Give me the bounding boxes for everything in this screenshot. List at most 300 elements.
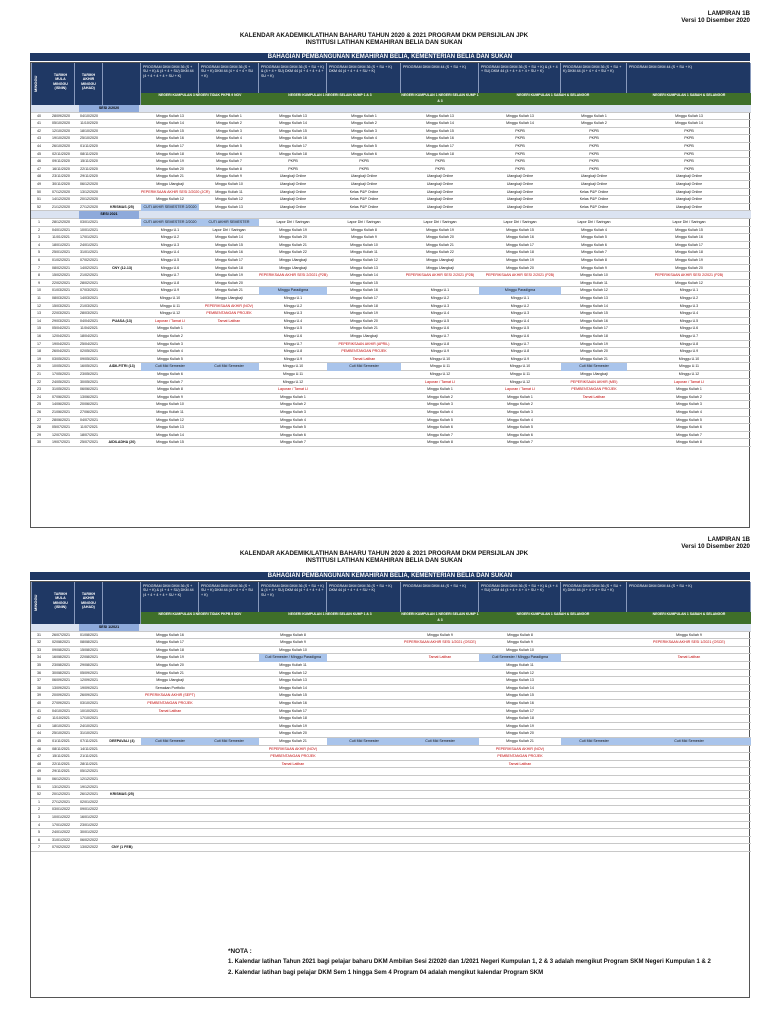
schedule-cell: Minggu Kuliah 9 — [280, 640, 306, 645]
group-label-2: NEGERI KUMPULAN 1 NEGERI SELAIN KUMP 1 & 3 — [259, 612, 401, 624]
holiday-label — [103, 401, 141, 408]
schedule-cell: Minggu Kuliah 17 — [506, 708, 534, 713]
schedule-cell: Cuti Mid Semester — [199, 363, 259, 370]
schedule-cell: Minggu U.4 — [510, 318, 530, 323]
schedule-cell: Cuti Mid Semester — [141, 738, 199, 745]
schedule-cell: Minggu Kuliah 19 — [215, 273, 243, 278]
holiday-label — [103, 424, 141, 431]
schedule-cell: PKPB — [288, 159, 298, 164]
week-number: 36 — [37, 670, 41, 675]
schedule-cell — [141, 715, 199, 722]
end-date: 06/06/2021 — [80, 387, 98, 392]
table-row — [31, 272, 751, 280]
schedule-cell: Minggu Kuliah 18 — [279, 716, 307, 721]
schedule-cell — [199, 700, 259, 707]
schedule-cell — [627, 806, 751, 813]
end-date: 27/12/2020 — [80, 204, 98, 209]
end-date: 19/09/2021 — [80, 685, 98, 690]
end-date: 07/02/2021 — [80, 258, 98, 262]
table-row — [31, 386, 751, 394]
schedule-cell — [627, 708, 751, 715]
end-date: 21/02/2021 — [80, 273, 98, 278]
table-row — [31, 128, 751, 136]
schedule-cell: Minggu Kuliah 13 — [279, 113, 307, 118]
schedule-cell — [199, 348, 259, 355]
start-date: 28/09/2020 — [52, 113, 70, 118]
schedule-cell: Minggu Kuliah 14 — [675, 121, 703, 126]
schedule-cell: Minggu Kuliah 6 — [507, 432, 533, 437]
holiday-label — [103, 647, 141, 654]
holiday-label — [103, 654, 141, 661]
schedule-cell: Minggu Ulangkaji — [156, 182, 184, 186]
end-date: 02/05/2021 — [80, 349, 98, 354]
schedule-cell — [199, 371, 259, 378]
schedule-cell: Minggu Kuliah 14 — [156, 121, 184, 126]
week-number: 44 — [37, 731, 41, 736]
schedule-cell — [327, 730, 401, 737]
schedule-cell: Ulangkaji Online — [506, 197, 534, 202]
schedule-cell: Minggu Kuliah 7 — [157, 379, 183, 384]
col-prog-5: PROGRAM DKM DKM 44 (S + SU + K) — [401, 582, 479, 624]
start-date: 10/05/2021 — [52, 364, 70, 369]
schedule-cell — [561, 829, 627, 836]
end-date: 26/12/2021 — [80, 792, 98, 797]
schedule-cell — [199, 632, 259, 639]
schedule-cell: Minggu Kuliah 21 — [156, 670, 184, 675]
schedule-cell — [561, 715, 627, 722]
schedule-cell — [199, 670, 259, 677]
start-date: 14/12/2020 — [52, 197, 70, 202]
schedule-cell: PKPB — [515, 166, 525, 171]
schedule-cell: Minggu Kuliah 2 — [676, 394, 702, 399]
schedule-cell: PKPB — [589, 151, 599, 156]
schedule-cell: PEPERIKSAAN AKHIR (MEI) — [570, 379, 618, 384]
session-label: SESI 2/2020 — [79, 105, 139, 112]
schedule-cell — [627, 670, 751, 677]
week-number: 8 — [38, 273, 40, 278]
start-date: 07/06/2021 — [52, 394, 70, 399]
schedule-cell: Minggu U.5 — [160, 258, 180, 262]
end-date: 08/08/2021 — [80, 640, 98, 645]
end-date: 28/02/2021 — [80, 280, 98, 285]
schedule-cell: Minggu Kuliah 20 — [675, 265, 703, 270]
schedule-cell: Minggu U.6 — [679, 326, 699, 331]
week-number: 6 — [38, 258, 40, 262]
division-banner: BAHAGIAN PEMBANGUNAN KEMAHIRAN BELIA, KEMENTERIAN BELIA DAN SUKAN — [30, 53, 750, 61]
schedule-cell — [199, 715, 259, 722]
start-date: 16/08/2021 — [52, 655, 70, 660]
schedule-cell — [199, 409, 259, 416]
holiday-label — [103, 386, 141, 393]
schedule-cell — [199, 394, 259, 401]
start-date: 03/05/2021 — [52, 356, 70, 361]
schedule-cell: Minggu Kuliah 12 — [506, 670, 534, 675]
holiday-label: DEEPAVALI (4) — [109, 739, 135, 743]
table-row — [31, 143, 751, 151]
week-number: 39 — [37, 693, 41, 698]
schedule-cell — [199, 822, 259, 829]
session-separator — [31, 211, 751, 219]
schedule-cell: Ulangkaji Online — [426, 174, 454, 179]
schedule-cell — [401, 837, 479, 844]
holiday-label — [103, 113, 141, 120]
schedule-cell: Minggu Kuliah 4 — [581, 227, 607, 232]
schedule-cell — [627, 814, 751, 821]
schedule-cell: Minggu Kuliah 22 — [279, 250, 307, 255]
table-row — [31, 371, 751, 379]
start-date: 05/07/2021 — [52, 425, 70, 430]
schedule-cell: Minggu Kuliah 6 — [280, 432, 306, 437]
end-date: 13/06/2021 — [80, 394, 98, 399]
start-date: 20/09/2021 — [52, 693, 70, 698]
schedule-cell: Minggu Kuliah 16 — [426, 136, 454, 141]
schedule-cell: Ulangkaji Online — [426, 197, 454, 202]
holiday-label — [103, 822, 141, 829]
schedule-cell: Minggu Kuliah 19 — [675, 258, 703, 262]
holiday-label — [103, 234, 141, 241]
table-row — [31, 708, 751, 716]
schedule-cell — [401, 670, 479, 677]
schedule-cell: Minggu Kuliah 14 — [350, 273, 378, 278]
end-date: 13/12/2020 — [80, 189, 98, 194]
schedule-cell: Minggu Kuliah 15 — [580, 311, 608, 316]
end-date: 27/06/2021 — [80, 410, 98, 414]
schedule-cell: Minggu U.1 — [679, 288, 699, 293]
start-date: 15/11/2021 — [52, 754, 70, 759]
schedule-cell: Minggu U.2 — [160, 235, 180, 240]
holiday-label — [103, 432, 141, 439]
schedule-cell: Minggu Kuliah 15 — [506, 227, 534, 232]
week-number: 5 — [38, 830, 40, 835]
schedule-cell: Ulangkaji Online — [426, 189, 454, 194]
end-date: 23/01/2022 — [80, 822, 98, 827]
schedule-cell: Minggu Kuliah 20 — [156, 663, 184, 667]
schedule-cell: Minggu Kuliah 17 — [279, 144, 307, 148]
schedule-cell: Minggu Kuliah 2 — [216, 121, 242, 126]
table-row — [31, 738, 751, 746]
schedule-cell: PKPB — [684, 136, 694, 141]
schedule-cell — [561, 837, 627, 844]
group-label-5: NEGERI KUMPULAN 1 SABAH & SELANGOR — [627, 93, 751, 105]
schedule-cell — [561, 439, 627, 446]
schedule-cell: Minggu Kuliah 12 — [156, 197, 184, 202]
holiday-label — [103, 723, 141, 730]
start-date: 17/05/2021 — [52, 372, 70, 376]
start-date: 08/11/2021 — [52, 746, 70, 751]
schedule-cell: Minggu Kuliah 21 — [279, 739, 307, 743]
holiday-label — [103, 280, 141, 287]
schedule-cell — [199, 677, 259, 684]
schedule-cell: PEMBENTANGAN PROJEK — [147, 701, 193, 705]
week-number: 43 — [37, 723, 41, 728]
week-number: 47 — [37, 754, 41, 759]
holiday-label — [103, 692, 141, 699]
schedule-cell: Minggu Ulangkaji — [215, 296, 243, 300]
schedule-cell: PKPB — [435, 159, 445, 164]
col-prog-7: PROGRAM DKM DKM 36 (S + SU + K) DKM 44 (4 + 4 + 4 + SU + K) — [561, 582, 627, 624]
schedule-cell — [327, 662, 401, 669]
start-date: 02/11/2020 — [52, 151, 70, 156]
schedule-cell: Minggu U.2 — [510, 303, 530, 308]
schedule-cell — [259, 791, 327, 798]
table-row — [31, 310, 751, 318]
week-number: 32 — [37, 640, 41, 645]
schedule-cell — [627, 791, 751, 798]
holiday-label — [103, 341, 141, 348]
schedule-cell — [199, 424, 259, 431]
holiday-label — [103, 348, 141, 355]
schedule-cell: Minggu Kuliah 13 — [675, 113, 703, 118]
schedule-cell: Minggu Kuliah 21 — [426, 242, 454, 247]
schedule-cell — [199, 829, 259, 836]
week-number: 15 — [37, 326, 41, 331]
col-prog-6: PROGRAM DKM DKM 36 (S + SU + K) & (4 + 4 + SU) DKM 44 (4 + 4 + 4 + 4 + SU + K) — [479, 582, 561, 624]
schedule-cell: Minggu Kuliah 5 — [157, 356, 183, 361]
week-number: 46 — [37, 746, 41, 751]
schedule-cell: Kelas P&P Online — [579, 197, 609, 202]
schedule-cell: Tamat Latihan — [677, 655, 701, 660]
week-number: 20 — [37, 364, 41, 369]
table-row — [31, 822, 751, 830]
schedule-cell — [479, 799, 561, 806]
schedule-cell — [627, 837, 751, 844]
schedule-cell — [141, 791, 199, 798]
schedule-cell: Minggu Kuliah 18 — [675, 250, 703, 255]
schedule-cell — [401, 685, 479, 692]
week-number: 6 — [38, 837, 40, 842]
schedule-cell — [561, 799, 627, 806]
schedule-cell — [259, 837, 327, 844]
week-number: 11 — [37, 296, 41, 300]
schedule-cell: Cuti Mid Semester — [561, 363, 627, 370]
schedule-cell — [627, 700, 751, 707]
schedule-cell — [327, 761, 401, 768]
start-date: 14/06/2021 — [52, 402, 70, 407]
week-number: 43 — [37, 136, 41, 141]
holiday-label — [103, 242, 141, 249]
end-date: 18/04/2021 — [80, 334, 98, 338]
start-date: 02/08/2021 — [52, 640, 70, 645]
holiday-label — [103, 662, 141, 669]
schedule-cell — [259, 844, 327, 851]
start-date: 15/02/2021 — [52, 273, 70, 278]
table-row — [31, 318, 751, 326]
schedule-cell: Minggu Kuliah 1 — [676, 387, 702, 392]
schedule-cell: Minggu Ulangkaji — [350, 334, 378, 338]
end-date: 03/01/2021 — [80, 220, 98, 224]
week-number: 51 — [37, 784, 41, 789]
week-number: 29 — [37, 432, 41, 437]
schedule-cell — [561, 814, 627, 821]
schedule-cell: Cuti Semester / Minggu Paradigma — [259, 654, 327, 661]
table-row — [31, 439, 751, 447]
holiday-label — [103, 303, 141, 310]
schedule-cell — [141, 837, 199, 844]
schedule-cell: Minggu Kuliah 15 — [350, 280, 378, 285]
schedule-cell: Minggu Kuliah 10 — [279, 647, 307, 652]
schedule-cell: PEPERIKSAAN AKHIR SESI 2/2021 (P2B) — [405, 273, 475, 278]
schedule-cell — [627, 723, 751, 730]
schedule-cell — [327, 677, 401, 684]
week-number: 42 — [37, 128, 41, 133]
schedule-cell: Minggu Kuliah 10 — [215, 182, 243, 186]
page-title: KALENDAR AKADEMIK/LATIHAN BAHARU TAHUN 2020 & 2021 PROGRAM DKM PERSIJILAN JPK — [239, 32, 529, 39]
schedule-cell: Minggu Kuliah 4 — [280, 417, 306, 422]
schedule-cell: Minggu Kuliah 12 — [350, 258, 378, 262]
week-number: 17 — [37, 341, 41, 346]
end-date: 22/08/2021 — [80, 655, 98, 660]
schedule-cell — [401, 806, 479, 813]
table-row — [31, 135, 751, 143]
schedule-cell: Minggu Kuliah 17 — [215, 258, 243, 262]
schedule-cell: PKPB — [589, 166, 599, 171]
week-number: 4 — [38, 822, 40, 827]
schedule-cell: Laporan / Tamat LI — [425, 379, 455, 384]
schedule-cell: Minggu U.9 — [510, 356, 530, 361]
start-date: 27/12/2021 — [52, 799, 70, 804]
schedule-cell — [199, 791, 259, 798]
start-date: 07/12/2020 — [52, 189, 70, 194]
holiday-label — [103, 708, 141, 715]
schedule-cell: Ulangkaji Online — [675, 189, 703, 194]
col-prog-3: PROGRAM DKM DKM 36 (S + SU + K) & (4 + 4 + SU) DKM 44 (4 + 4 + 4 + 4 + SU + K) — [259, 63, 327, 105]
holiday-label — [103, 120, 141, 127]
week-number: 34 — [37, 655, 41, 660]
schedule-cell: Minggu Kuliah 6 — [427, 425, 453, 430]
schedule-cell: Minggu Kuliah 16 — [675, 235, 703, 240]
schedule-cell: Minggu U.12 — [282, 379, 304, 384]
start-date: 22/11/2021 — [52, 761, 70, 766]
schedule-cell: Minggu U.5 — [679, 318, 699, 323]
schedule-cell — [199, 386, 259, 393]
schedule-cell: Minggu U.8 — [160, 280, 180, 285]
schedule-cell: Minggu Kuliah 17 — [350, 296, 378, 300]
schedule-cell: Minggu Kuliah 3 — [507, 410, 533, 414]
schedule-cell: Minggu U.7 — [283, 341, 303, 346]
holiday-label — [103, 670, 141, 677]
schedule-cell: Minggu U.3 — [430, 303, 450, 308]
schedule-cell — [627, 715, 751, 722]
schedule-cell: PEMBENTANGAN PROJEK — [341, 349, 387, 354]
start-date: 12/04/2021 — [52, 334, 70, 338]
holiday-label — [103, 409, 141, 416]
session-label: SESI 2021 — [79, 211, 139, 218]
schedule-cell: Minggu Kuliah 15 — [279, 693, 307, 698]
schedule-cell — [401, 715, 479, 722]
schedule-cell: Minggu Kuliah 16 — [279, 701, 307, 705]
end-date: 26/09/2021 — [80, 693, 98, 698]
schedule-cell — [327, 685, 401, 692]
schedule-cell: Minggu U.5 — [430, 318, 450, 323]
schedule-cell: Minggu U.11 — [678, 364, 700, 369]
table-row — [31, 829, 751, 837]
week-number: 45 — [37, 739, 41, 743]
holiday-label — [103, 394, 141, 401]
week-number: 16 — [37, 334, 41, 338]
schedule-cell: Cuti Mid Semester — [199, 738, 259, 745]
schedule-cell — [401, 776, 479, 783]
schedule-cell: Minggu Paradigma — [479, 287, 561, 294]
lampiran-block — [681, 10, 750, 24]
schedule-cell: PEPERIKSAAN AKHIR SESI 1/2021 (OSCE) — [653, 640, 725, 645]
start-date: 12/07/2021 — [52, 432, 70, 437]
page-subtitle: INSTITUSI LATIHAN KEMAHIRAN BELIA DAN SUKAN — [305, 39, 463, 47]
schedule-cell: Minggu Kuliah 17 — [156, 144, 184, 148]
end-date: 14/03/2021 — [80, 296, 98, 300]
schedule-cell: Minggu Kuliah 19 — [279, 227, 307, 232]
schedule-cell: Cuti Mid Semester — [401, 738, 479, 745]
schedule-cell — [327, 639, 401, 646]
schedule-cell: Minggu Kuliah 9 — [427, 632, 453, 637]
schedule-cell — [327, 439, 401, 446]
schedule-cell: Minggu U.7 — [430, 334, 450, 338]
schedule-cell — [627, 844, 751, 851]
schedule-cell: Cuti Mid Semester — [627, 738, 751, 745]
week-number: 51 — [37, 197, 41, 202]
col-prog-2: PROGRAM DKM DKM 36 (S + SU + K) DKM 44 (4 + 4 + 4 + SU + K) — [199, 63, 259, 105]
schedule-cell — [561, 784, 627, 791]
schedule-cell: PEPERIKSAAN AKHIR (SEPT) — [145, 693, 195, 698]
table-row — [31, 784, 751, 792]
schedule-cell: Minggu U.3 — [283, 311, 303, 316]
end-date: 24/01/2021 — [80, 242, 98, 247]
schedule-cell — [627, 829, 751, 836]
start-date: 29/11/2021 — [52, 769, 70, 774]
end-date: 20/12/2020 — [80, 197, 98, 202]
schedule-cell — [401, 647, 479, 654]
holiday-label — [103, 272, 141, 279]
week-number: 10 — [37, 288, 41, 293]
schedule-cell — [327, 768, 401, 775]
schedule-cell — [327, 394, 401, 401]
schedule-cell: Laporan / Tamat LI — [505, 387, 535, 392]
table-row — [31, 670, 751, 678]
schedule-cell — [259, 814, 327, 821]
schedule-cell: Kelas P&P Online — [349, 204, 379, 209]
end-date: 20/06/2021 — [80, 402, 98, 407]
schedule-cell — [561, 761, 627, 768]
start-date: 22/02/2021 — [52, 280, 70, 285]
schedule-cell: Minggu Kuliah 6 — [157, 372, 183, 376]
week-number: 52 — [37, 792, 41, 797]
schedule-cell — [327, 424, 401, 431]
schedule-cell — [401, 761, 479, 768]
schedule-cell: Minggu Kuliah 15 — [156, 440, 184, 445]
schedule-cell: Minggu Kuliah 15 — [279, 128, 307, 133]
schedule-cell: PEPERIKSAAN AKHIR SESI 2/2021 (P2B) — [654, 273, 724, 278]
schedule-cell — [327, 799, 401, 806]
schedule-cell: Minggu Kuliah 21 — [506, 739, 534, 743]
schedule-cell — [199, 806, 259, 813]
schedule-cell: Minggu Kuliah 8 — [216, 166, 242, 171]
schedule-cell: Minggu Kuliah 9 — [351, 235, 377, 240]
table-row — [31, 303, 751, 311]
week-number: 41 — [37, 121, 41, 126]
end-date: 09/01/2022 — [80, 807, 98, 812]
schedule-cell — [561, 417, 627, 424]
table-header — [31, 63, 751, 105]
schedule-cell: Minggu U.3 — [160, 242, 180, 247]
holiday-label — [103, 371, 141, 378]
week-number: 1 — [38, 220, 40, 224]
week-number: 25 — [37, 402, 41, 407]
start-date: 30/11/2020 — [52, 182, 70, 186]
schedule-cell — [561, 409, 627, 416]
start-date: 31/01/2022 — [52, 837, 70, 842]
end-date: 19/12/2021 — [80, 784, 98, 789]
schedule-cell: Minggu Kuliah 13 — [350, 265, 378, 270]
holiday-label — [103, 379, 141, 386]
